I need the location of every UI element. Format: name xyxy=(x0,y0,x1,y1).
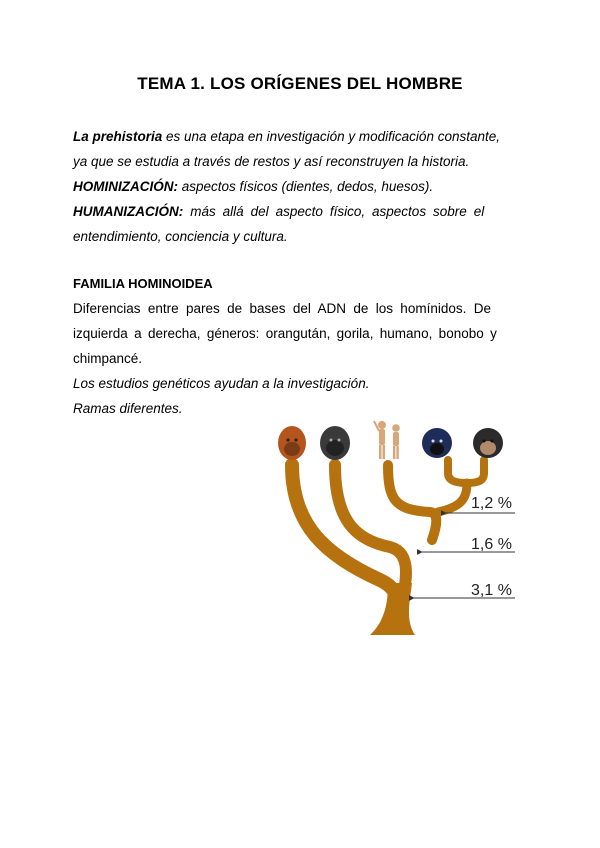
tree-trunk xyxy=(370,583,415,635)
hominizacion-text: aspectos físicos (dientes, dedos, huesos). xyxy=(178,179,434,194)
humanizacion-line xyxy=(73,199,528,224)
label-3-1: 3,1 % xyxy=(471,582,512,599)
section-paragraph-line-1: Diferencias entre pares de bases del ADN de los homínidos. De xyxy=(73,301,491,316)
chimpanzee-icon xyxy=(473,428,503,458)
label-1-6: 1,6 % xyxy=(471,536,512,553)
intro-paragraph xyxy=(73,124,528,249)
bonobo-icon xyxy=(422,428,452,458)
hominoidea-section xyxy=(73,271,528,421)
branch-human xyxy=(388,465,436,540)
section-heading: FAMILIA HOMINOIDEA xyxy=(73,276,213,291)
section-paragraph-line-2: izquierda a derecha, géneros: orangután, gorila, humano, bonobo y xyxy=(73,326,497,341)
humanizacion-term: HUMANIZACIÓN: xyxy=(73,204,184,219)
prehistoria-text-1: es una etapa en investigación y modificación constante, xyxy=(162,129,500,144)
gorilla-icon xyxy=(320,426,350,460)
branch-pan xyxy=(438,483,467,512)
page-title: TEMA 1. LOS ORÍGENES DEL HOMBRE xyxy=(137,74,463,93)
hominizacion-term: HOMINIZACIÓN: xyxy=(73,179,178,194)
humanizacion-text-2: entendimiento, conciencia y cultura. xyxy=(73,229,288,244)
label-1-2: 1,2 % xyxy=(471,495,512,512)
prehistoria-term: La prehistoria xyxy=(73,129,163,144)
phylogenetic-tree-figure xyxy=(270,415,540,640)
prehistoria-text-2: ya que se estudia a través de restos y así reconstruyen la historia. xyxy=(73,154,470,169)
prehistoria-line-1 xyxy=(73,124,528,149)
humanizacion-text-1: más allá del aspecto físico, aspectos sobre el xyxy=(183,204,485,219)
hominizacion-line xyxy=(73,174,528,199)
section-note-2: Ramas diferentes. xyxy=(73,401,183,416)
human-icon xyxy=(374,421,400,459)
section-note-1: Los estudios genéticos ayudan a la investigación. xyxy=(73,376,370,391)
section-paragraph-line-3: chimpancé. xyxy=(73,351,143,366)
orangutan-icon xyxy=(278,426,306,460)
